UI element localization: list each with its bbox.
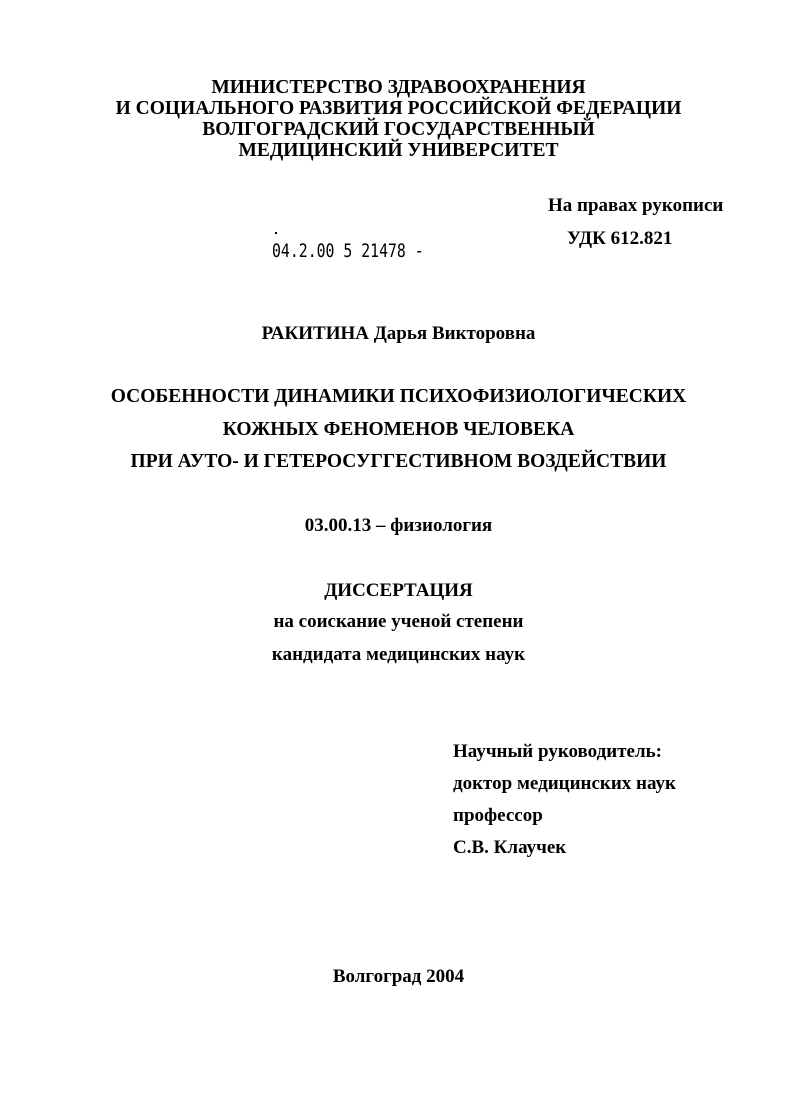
- manuscript-rights: На правах рукописи: [548, 195, 724, 216]
- degree-line-2: кандидата медицинских наук: [271, 644, 526, 665]
- university-line-2: МЕДИЦИНСКИЙ УНИВЕРСИТЕТ: [238, 140, 559, 161]
- degree-line-1: на соискание ученой степени: [273, 611, 524, 632]
- udk-code: УДК 612.821: [567, 228, 673, 249]
- thesis-title-line-1: ОСОБЕННОСТИ ДИНАМИКИ ПСИХОФИЗИОЛОГИЧЕСКИХ: [110, 386, 687, 407]
- supervisor-label: Научный руководитель:: [453, 741, 662, 762]
- author-surname: РАКИТИНА: [261, 323, 369, 344]
- ministry-line-1: МИНИСТЕРСТВО ЗДРАВООХРАНЕНИЯ: [211, 77, 586, 98]
- supervisor-name: С.В. Клаучек: [453, 837, 567, 858]
- stamp-mark: [275, 232, 277, 234]
- author-given-names: Дарья Викторовна: [373, 323, 536, 344]
- author-name: [0, 322, 797, 346]
- university-line-1: ВОЛГОГРАДСКИЙ ГОСУДАРСТВЕННЫЙ: [202, 119, 595, 140]
- place-year: Волгоград 2004: [332, 966, 465, 987]
- registration-stamp: 04.2.00 5 21478 -: [272, 240, 424, 262]
- ministry-line-2: И СОЦИАЛЬНОГО РАЗВИТИЯ РОССИЙСКОЙ ФЕДЕРАЦИИ: [115, 98, 682, 119]
- supervisor-title: профессор: [453, 805, 543, 826]
- thesis-title-line-3: ПРИ АУТО- И ГЕТЕРОСУГГЕСТИВНОМ ВОЗДЕЙСТВИИ: [130, 451, 667, 472]
- specialty-code: 03.00.13 – физиология: [304, 515, 493, 536]
- supervisor-degree: доктор медицинских наук: [453, 773, 676, 794]
- thesis-title-line-2: КОЖНЫХ ФЕНОМЕНОВ ЧЕЛОВЕКА: [222, 419, 575, 440]
- document-type: ДИССЕРТАЦИЯ: [324, 580, 473, 601]
